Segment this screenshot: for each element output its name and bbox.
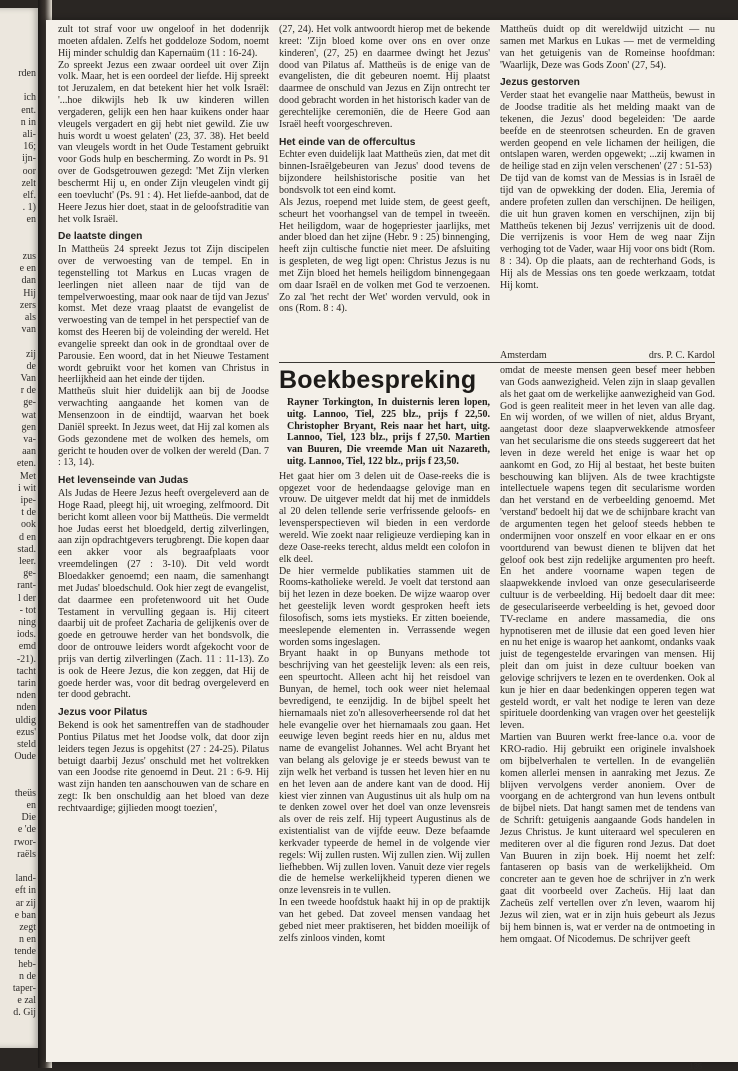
previous-page-text-fragment: e zal [17, 995, 36, 1007]
previous-page-text-fragment: steld [17, 739, 36, 750]
page-number: 135 [689, 1062, 703, 1071]
previous-page-text-fragment: d. Gij [13, 1007, 36, 1019]
previous-page-text-fragment: i wit [17, 482, 36, 494]
previous-page-text-fragment: eft in [15, 885, 36, 897]
reviewed-books-list: Rayner Torkington, In duisternis leren lopen, uitg. Lannoo, Tiel, 225 blz., prijs f 22,50. Christopher Bryant, Reis naar het hart, uitg. Lannoo, Tiel, 123 blz., prijs f 27,50. Martien van Buuren, Die vreemde Man uit Nazareth, uitg. Lannoo, Tiel, 122 blz., prijs f 23,50. [287, 397, 490, 467]
previous-page-text-fragment: t de [21, 507, 36, 519]
paragraph: (27, 24). Het volk antwoordt hierop met de bekende kreet: 'Zijn bloed kome over ons en over onze kinderen', (27, 25) en daarmee dwingt het Jezus' dood van Pilatus af. Mattheüs is de enige van de evangelisten, die dit gebeuren noemt. Hij plaatst daarmee de onschuld van Jezus en Zijn ontrecht ter dood gebracht worden in het historisch kader van de gerechtelijke ceremoniën, die de Heere God aan Israël heeft voorgeschreven. [279, 24, 490, 130]
previous-page-text-fragment: land- [15, 873, 36, 885]
previous-page-text-fragment: d en [19, 531, 36, 543]
previous-page-text-fragment: zij [26, 348, 36, 360]
previous-page-text-fragment: rwor- [13, 836, 36, 848]
paragraph: Martien van Buuren werkt free-lance o.a. voor de KRO-radio. Hij gebruikt een originele invalshoek om bijbelverhalen te vertellen. In de evangeliën komen allerlei mensen in aanraking met Jezus. Ze blijven vervolgens verder anoniem. Over de voorgang en de achtergrond van hun levens ontbult de bijbel niets. Dat hangt samen met de tendens van de Schrift: getuigenis aangaande Gods handelen in Jezus Christus. Je kunt uiteraard wel speculeren en mediteren over al die figuren rond Jezus. Dat doet Van Buuren in zijn boek. Hij noemt het zelf: fantaseren op basis van de werkelijkheid. Om concreter aan te geven hoe de schrijver in z'n werk gaat dit voorbeeld over Zacheüs. Hij laat dan Zacheüs zelf vertellen over z'n leven, waarom hij Jezus wil zien, wat er in zijn huis gebeurt als Jezus bij hem binnen is, wat er verder na de ontmoeting in hem omgaat. Of Nicodemus. De schrijver geeft [500, 732, 715, 945]
section-divider [279, 362, 715, 363]
previous-page-text-fragment: Die [21, 812, 36, 824]
paragraph: Echter even duidelijk laat Mattheüs zien, dat met dit binnen-Israëlgebeuren van Jezus' dood tevens de bijzondere heilshistorische positie van het bondsvolk tot een eind komt. [279, 149, 490, 196]
paragraph: Bekend is ook het samentreffen van de stadhouder Pontius Pilatus met het Joodse volk, dat door zijn leiders tegen Jezus is opgehitst (27 : 24-25). Pilatus betuigt daarbij Jezus' onschuld met het voltrekken van een Joodse rite genoemd in Deut. 21 : 6-9. Hij wast zijn handen ten aanschouwen van de schare en zegt: Ik ben onschuldig aan het bloed van deze rechtvaardige; gijlieden moogt toezien', [58, 720, 269, 814]
previous-page-text-fragment: e en [19, 263, 36, 275]
section-heading: Het einde van de offercultus [279, 136, 416, 148]
previous-page-text-fragment: e 'de [17, 824, 36, 836]
paragraph: Mattheüs sluit hier duidelijk aan bij de Joodse verwachting aangaande het komen van de Mensenzoon in de eindtijd, waarvan het boek Daniël spreekt. In Jezus weet, dat Hij zal komen als Gods gezondene met de wolken des hemels, om gericht te houden over de volken der wereld (Dan. 7 : 13, 14). [58, 386, 269, 469]
previous-page-text-fragment: heb- [18, 958, 36, 970]
previous-page-text-fragment: Oude [14, 751, 36, 763]
previous-page-text-fragment: Hij [23, 287, 36, 299]
book-review-heading: Boekbespreking [279, 366, 477, 394]
section-heading: Jezus gestorven [500, 77, 580, 89]
previous-page-text-fragment: ijn- [22, 153, 36, 165]
previous-page-text-fragment: ezus' [16, 726, 36, 738]
previous-page-text-fragment: -21). [16, 653, 36, 665]
column-2 [279, 24, 490, 315]
previous-page-text-fragment: stad. [17, 543, 36, 555]
paragraph: De tijd van de komst van de Messias is in Israël de tijd van de opwekking der doden. Elia, Jeremia of andere profeten zullen dan verschijnen. De heiligen, die uit hun graven komen en verschijnen, zijn bij Mattheüs tekenen bij Jezus' verrijzenis uit de dood. Die verrijzenis is voor Hem de weg naar Zijn verhoging tot de Vader, waar Hij voor ons bidt (Rom. 8 : 34). Op die plaats, aan de rechterhand Gods, is Hij als de Messias ons ten goede werkzaam, totdat Hij komt. [500, 173, 715, 291]
previous-page-text-fragment: zegt [19, 922, 36, 933]
previous-page-text-fragment: iods. [16, 629, 36, 641]
paragraph: In Mattheüs 24 spreekt Jezus tot Zijn discipelen over de verwoesting van de tempel. En in tegenstelling tot Markus en Lucas vragen de leerlingen niet alleen naar de tijd van de tempelverwoesting, maar ook naar de tijd van Jezus' komst. Met deze vraag plaatst de evangelist de verwoesting van de tempel in het perspectief van de komst des Heeren bij de voleinding der wereld. Het evangelie spreekt dan ook in de grondtaal over de Parousie. Een woord, dat in het Nieuwe Testament wordt gebruikt voor het komen van Christus in heerlijkheid aan het einde der tijden. [58, 244, 269, 386]
paragraph: Bryant haakt in op Bunyans methode tot beschrijving van het geestelijk leven: als een reis, een speurtocht. Alleen acht hij het reisdoel van Bunyan, de hemel, toch ook weer niet helemaal bevredigend, te eenzijdig. In de bijbel speelt het hiernamaals niet zo'n allesoverheersende rol dat het hele evangelie over het hiernamaals zou gaan. Het eeuwige leven begint reeds hier en nu, aldus met name de evangelist Johannes. Wel acht Bryant het van belang als gelovige je er steeds bewust van te zijn welk het verband is tussen het leven hier en nu en het leven aan de andere kant van de dood. Hij kiest vier zinnen van Augustinus uit als hulp om na te denken zowel over het doel van onze levensreis als over de reis zelf. Hij typeert Augustinus als de existentialist van de vijfde eeuw. Deze befaamde kerkvader typeerde de hemel in de volgende vier regels: Wij zullen rusten. Wij zullen zien. Wij zullen liefhebben. Wij zullen loven. Vanuit deze vier regels die de hemelse werkelijkheid typeren dienen we onze levensreis in te vullen. [279, 648, 490, 897]
book-review-section [279, 365, 490, 945]
paragraph: omdat de meeste mensen geen besef meer hebben van Gods aanwezigheid. Velen zijn in slaap gevallen als het gaat om de werkelijke aanwezigheid van God. God is geen realiteit meer in het leven van alle dag. En wij worden, of we willen of niet, aldus Bryant, aangetast door deze slaapverwekkende atmosfeer van het secularisme die ons steeds suggereert dat het leven in deze wereld het enige is waar het op aankomt en God, zo Hij al bestaat, het beste buiten beschouwing kan blijven. Als de twee krachtigste intellectuele wapens tegen dit secularisme worden dan het verstand en de verbeelding genoemd. Met 'verstand' bedoelt hij dat we de schijnbare kracht van de argumenten tegen het geloof steeds hebben te ondermijnen voor onszelf en voor elkaar en er ons voortdurend van bewust dienen te blijven dat het geloof ook best zijn redelijke argumenten pro heeft. En het andere voorname wapen tegen de slaapwekkende invloed van onze geseculariseerde cultuur is de verbeelding. Hij bedoelt daar dit mee: de geseculariseerde verbeelding is het, gevoed door TV-reclame en andere massamedia, die ons hypnotiseren met de illusie dat een goed leven hier en nu het enige is waarop het aankomt, ondanks vaak juist de tegengestelde ervaringen van mensen. Hij pleit dan om juist in deze cultuur boeken van gelovige schrijvers te lezen en te overdenken. Ook al kun je hier en daar bedenkingen opperen tegen wat gesteld wordt, er valt het nodige te leren van deze spirituele doordenking van vragen over het geestelijk leven. [500, 365, 715, 732]
previous-page-text-fragment: ich [23, 92, 36, 104]
paragraph: In een tweede hoofdstuk haakt hij in op de praktijk van het gebed. Dat zoveel mensen vandaag het gebed niet meer praktiseren, het bidden moeilijk of zelfs zinloos vinden, komt [279, 897, 490, 944]
section-heading: Jezus voor Pilatus [58, 707, 148, 719]
previous-page-text-fragment: ent. [21, 104, 36, 116]
previous-page-text-fragment: nden [16, 690, 36, 702]
column-1 [58, 24, 269, 815]
previous-page-text-fragment: zers [19, 299, 36, 311]
previous-page-text-fragment: l der [17, 592, 36, 604]
previous-page-text-fragment: theüs [14, 787, 36, 799]
previous-page-text-fragment: dan [21, 275, 36, 287]
previous-page-text-fragment: ge- [23, 397, 36, 409]
previous-page-text-fragment: va- [23, 434, 36, 445]
book-review-body [279, 471, 490, 945]
previous-page-text-fragment: wat [21, 409, 36, 421]
previous-page-text-fragment: de [26, 360, 36, 372]
previous-page-text-fragment: e ban [14, 909, 36, 921]
byline-place: Amsterdam [500, 350, 547, 361]
previous-page-text-fragment: leer. [19, 556, 36, 567]
magazine-page [46, 20, 738, 1071]
column-3 [500, 24, 715, 292]
previous-page-text-fragment: n in [20, 116, 36, 128]
previous-page-text-fragment: raëls [17, 848, 36, 860]
previous-page-text-fragment: tacht [16, 665, 36, 677]
paragraph: Zo spreekt Jezus een zwaar oordeel uit over Zijn volk. Maar, het is een oordeel der liefde. Hij spreekt tot Jeruzalem, en dat betekent hier het volk Israël: '...hoe dikwijls heb Ik uw kinderen willen vergaderen, gelijk een hen haar kuikens onder haar vleugels vergadert en gij hebt niet gewild. Zie uw huis wordt u woest gelaten' (23, 37. 38). Het beeld van vleugels wordt in het Oude Testament gebruikt voor Gods hulp en bescherming. Zo wordt in Ps. 91 over de Godsgetrouwen gezegd: 'Met Zijn vlerken beschermt Hij u, en onder Zijn vleugelen vindt gij een toevlucht' (Ps. 91 : 4). Het liefde-aanbod, dat de Heere Jezus hier doet, staat in de geloofstraditie van het volk Israël. [58, 59, 269, 225]
previous-page-text-fragment: oor [22, 165, 36, 177]
previous-page-text-fragment: tende [14, 946, 36, 958]
previous-page-text-fragment: n en [19, 934, 36, 946]
paragraph: Als Judas de Heere Jezus heeft overgeleverd aan de Hoge Raad, pleegt hij, uit wroeging, zelfmoord. Dit bericht komt alleen voor bij Mattheüs. Die vermeldt hoe Judas eerst het bloedgeld, dertig zilverlingen, aan zijn opdrachtgevers terugbrengt. Die kopen daar een akker voor als begraafplaats voor vreemdelingen (27 : 3-10). Dit veld wordt Bloedakker genoemd; een naam, die samenhangt met Judas' bloedschuld. Ook hier zegt de evangelist, dat daarmee een profetenwoord uit het Oude Testament in vervulling gegaan is. Hij citeert daarbij uit de profeet Zacharia de gelijkenis over de goede en getrouwe herder van het bondsvolk, die door de ontrouwe leiders wordt afgekocht voor de prijs van dertig zilverlingen (Zach. 11 : 11-13). Zo is ook de Heere Jezus, die kon zeggen, dat Hij de goede herder was, voor dit bedrag overgeleverd en ter dood gebracht. [58, 488, 269, 701]
previous-page-text-fragment: gen [21, 421, 36, 433]
paragraph: Als Jezus, roepend met luide stem, de geest geeft, scheurt het voorhangsel van de tempel in tweeën. Het heiligdom, waar de hogepriester jaarlijks, met ander bloed dan het zijne (Hebr. 9 : 25) binnenging, heeft zijn cultische functie niet meer. De afsluiting is gespleten, de weg ligt open: Christus Jezus is nu met Zijn bloed het hemels heiligdom binnengegaan om daar Israël en de volken met God te verzoenen. Zo zal 'het recht der Wet' worden vervuld, ook in ons (Rom. 8 : 4). [279, 196, 490, 315]
byline-author: drs. P. C. Kardol [648, 350, 715, 361]
previous-page-text-fragment: nden [16, 702, 36, 714]
previous-page-text-fragment: Met [19, 470, 36, 482]
previous-page-text-fragment: zelt [21, 177, 36, 189]
paragraph: De hier vermelde publikaties stammen uit de Rooms-katholieke wereld. Je voelt dat terstond aan bij het lezen in deze boeken. De wijze waarop over het geestelijk leven wordt gesproken heeft iets filosofisch, soms iets mystieks. Er zitten boeiende, meeslepende elementen in. Verrassende wegen worden soms ingeslagen. [279, 565, 490, 648]
section-heading: Het levenseinde van Judas [58, 475, 189, 487]
previous-page-text-fragment: aan [22, 446, 36, 458]
paragraph: Verder staat het evangelie naar Mattheüs, bewust in de Joodse traditie als het melding maakt van de tekenen, die Jezus' dood begeleiden: 'De aarde beefde en de steenrotsen scheurden. En de graven werden geopend en vele lichamen der heiligen, die ontslapen waren, werden opgewekt; ...zij kwamen in de heilige stad en zijn velen verschenen' (27 : 51-53) [500, 90, 715, 173]
previous-page-text-fragment: ar zij [15, 897, 36, 909]
previous-page-text-fragment: taper- [12, 983, 36, 994]
previous-page-text-fragment: Van [20, 373, 36, 384]
previous-page-text-fragment: als [24, 312, 36, 323]
paragraph: Mattheüs duidt op dit wereldwijd uitzicht — nu samen met Markus en Lukas — met de vermelding van het getuigenis van de Romeinse hoofdman: 'Waarlijk, Deze was Gods Zoon' (27, 54). [500, 24, 715, 71]
paragraph: zult tot straf voor uw ongeloof in het dodenrijk moeten afdalen. Zelfs het goddeloze Sodom, noemt Hij minder schuldig dan Kapernaüm (11 : 16-24). [58, 24, 269, 59]
previous-page-text-fragment: ipe- [20, 495, 36, 506]
previous-page-text-fragment: ali- [22, 129, 36, 140]
previous-page-text-fragment: emd [18, 641, 36, 653]
previous-page-text-fragment: tarin [17, 678, 36, 689]
previous-page-text-fragment: rden [18, 68, 36, 79]
previous-page-text-fragment: uldig [15, 714, 36, 726]
previous-page-text-fragment: en [26, 214, 36, 226]
previous-page-text-fragment: eten. [16, 458, 36, 470]
previous-page-text-fragment: van [21, 324, 36, 336]
previous-page-text-fragment: . 1) [22, 202, 36, 214]
previous-page-text-fragment: n de [19, 970, 36, 982]
previous-page-text-fragment: rant- [17, 580, 36, 592]
previous-page-text-fragment: elf. [22, 190, 36, 201]
section-heading: De laatste dingen [58, 231, 143, 243]
previous-page-text-fragment: r de [20, 385, 36, 397]
previous-page-text-fragment: ning [18, 617, 36, 628]
paragraph: Het gaat hier om 3 delen uit de Oase-reeks die is opgezet voor de hedendaagse gelovige man en vrouw. De uitgever meldt dat hij met de inmiddels al 20 delen tellende serie verfrissende geloofs- en levensperspectieven wil bieden in een verdorde wereld. Wie zoekt naar religieuze verdieping kan in deze Oase-reeks terecht, aldus meldt een colofon in elk deel. [279, 470, 490, 565]
previous-page-edge [0, 8, 38, 1048]
previous-page-text-fragment: - tot [19, 604, 36, 616]
previous-page-text-fragment: zus [22, 251, 36, 262]
column-4 [500, 365, 715, 945]
previous-page-text-fragment: ook [21, 519, 36, 531]
previous-page-text-fragment: 16; [23, 141, 36, 153]
previous-page-text-fragment: en [26, 800, 36, 811]
previous-page-text-fragment: ge- [23, 568, 36, 580]
